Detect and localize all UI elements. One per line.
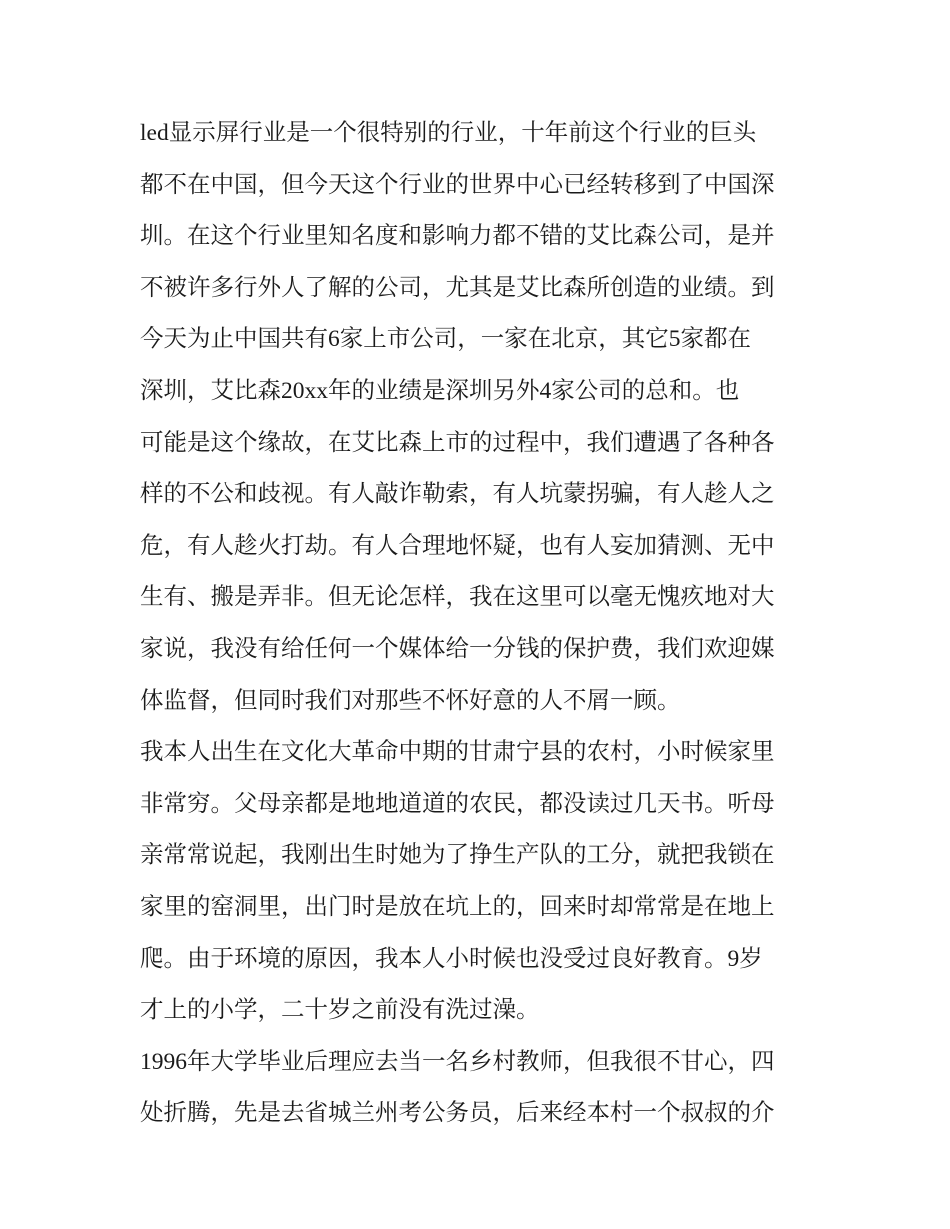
text-line-8: 样的不公和歧视。有人敲诈勒索，有人坑蒙拐骗，有人趁人之 (140, 481, 775, 508)
text-line-18: 才上的小学，二十岁之前没有洗过澡。 (140, 997, 540, 1024)
text-line-7: 可能是这个缘故，在艾比森上市的过程中，我们遭遇了各种各 (140, 429, 775, 456)
text-line-11: 家说，我没有给任何一个媒体给一分钱的保护费，我们欢迎媒 (140, 635, 775, 662)
text-line-9: 危，有人趁火打劫。有人合理地怀疑，也有人妄加猜测、无中 (140, 532, 775, 559)
text-line-19: 1996年大学毕业后理应去当一名乡村教师，但我很不甘心，四 (140, 1048, 775, 1075)
text-line-17: 爬。由于环境的原因，我本人小时候也没受过良好教育。9岁 (140, 945, 763, 972)
text-line-13: 我本人出生在文化大革命中期的甘肃宁县的农村，小时候家里 (140, 739, 775, 766)
text-line-6: 深圳，艾比森20xx年的业绩是深圳另外4家公司的总和。也 (140, 377, 740, 404)
body-text (140, 108, 816, 1140)
text-line-2: 都不在中国，但今天这个行业的世界中心已经转移到了中国深 (140, 171, 775, 198)
text-line-5: 今天为止中国共有6家上市公司，一家在北京，其它5家都在 (140, 326, 751, 353)
text-line-10: 生有、搬是弄非。但无论怎样，我在这里可以毫无愧疚地对大 (140, 584, 775, 611)
text-line-1: led显示屏行业是一个很特别的行业，十年前这个行业的巨头 (140, 120, 757, 146)
text-line-20: 处折腾，先是去省城兰州考公务员，后来经本村一个叔叔的介 (140, 1100, 775, 1127)
text-line-4: 不被许多行外人了解的公司，尤其是艾比森所创造的业绩。到 (140, 274, 775, 301)
text-line-14: 非常穷。父母亲都是地地道道的农民，都没读过几天书。听母 (140, 790, 775, 817)
text-line-3: 圳。在这个行业里知名度和影响力都不错的艾比森公司，是并 (140, 223, 775, 250)
text-line-16: 家里的窑洞里，出门时是放在坑上的，回来时却常常是在地上 (140, 893, 775, 920)
text-line-15: 亲常常说起，我刚出生时她为了挣生产队的工分，就把我锁在 (140, 842, 775, 869)
text-line-12: 体监督，但同时我们对那些不怀好意的人不屑一顾。 (140, 687, 681, 714)
